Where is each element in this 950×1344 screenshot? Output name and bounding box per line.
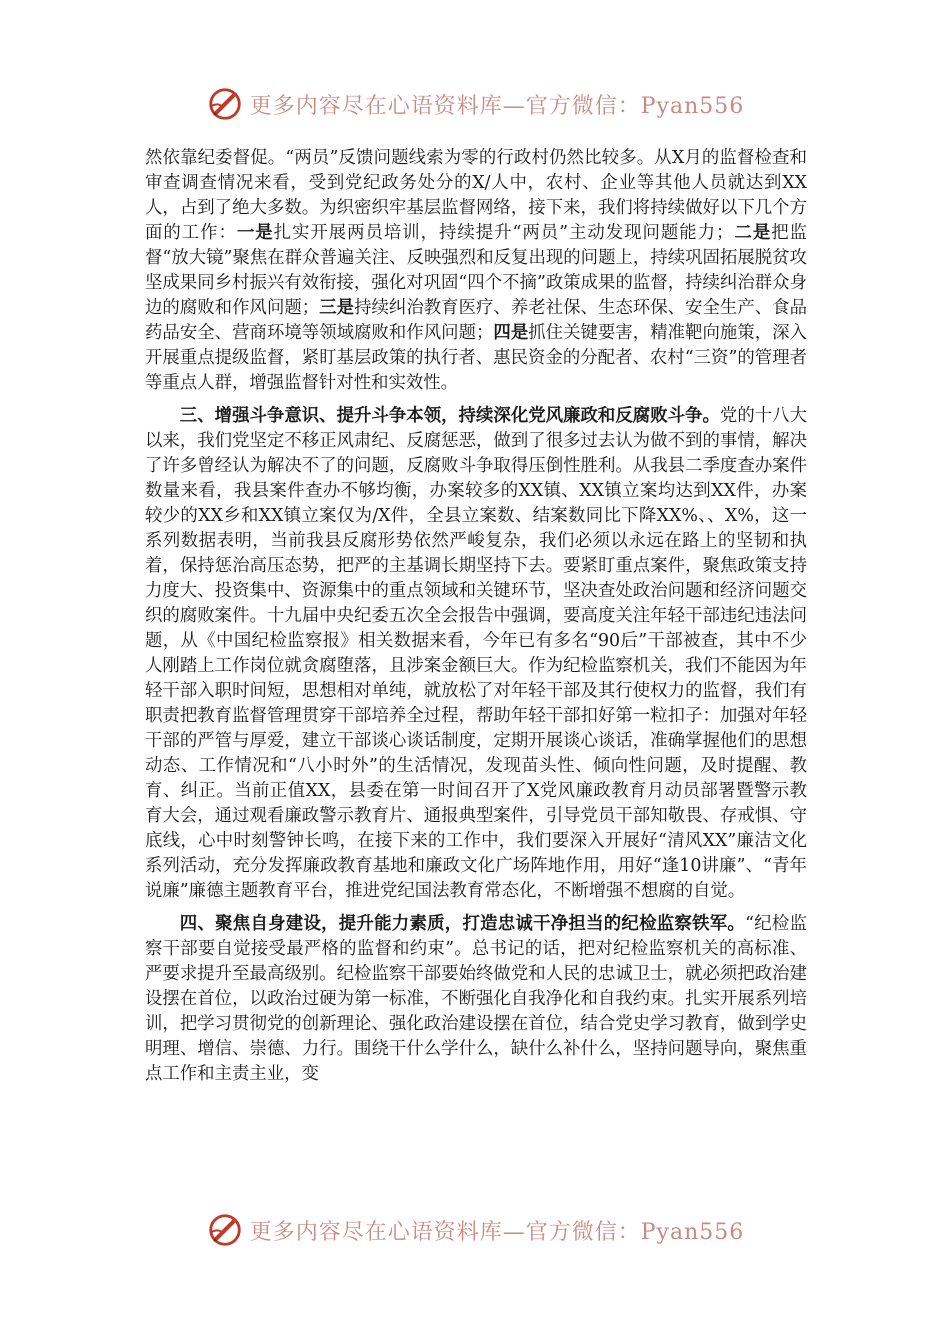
section-heading: 三、增强斗争意识、提升斗争本领，持续深化党风廉政和反腐败斗争。: [179, 406, 720, 426]
paragraph-3: [145, 912, 807, 1087]
paragraph-2: [145, 404, 807, 904]
bold-segment: 三是: [319, 298, 355, 318]
watermark-banner-bottom: [0, 1210, 950, 1250]
bold-segment: 一是: [236, 223, 274, 243]
document-body: [145, 146, 807, 1087]
watermark-text: 更多内容尽在心语资料库—官方微信：Pyan556: [249, 93, 745, 119]
bold-segment: 四是: [493, 323, 529, 343]
section-heading: 四、聚焦自身建设，提升能力素质，打造忠诚干净担当的纪检监察铁军。: [179, 914, 746, 934]
pen-scroll-logo-icon: [206, 85, 244, 123]
watermark-text: 更多内容尽在心语资料库—官方微信：Pyan556: [249, 1219, 745, 1245]
text-segment: 持续纠治教育医疗、养老社保、生态环保、安全生产、食品药品安全、营商环境等领域腐败和作风问题；: [145, 298, 807, 343]
watermark-banner-top: [0, 84, 950, 124]
bold-segment: 二是: [733, 223, 772, 243]
text-segment: “纪检监察干部要自觉接受最严格的监督和约束”。总书记的话，把对纪检监察机关的高标准、严要求提升至最高级别。纪检监察干部要始终做党和人民的忠诚卫士，就必须把政治建设摆在首位，以政治过硬为第一标准，不断强化自我净化和自我约束。扎实开展系列培训，把学习贯彻党的创新理论、强化政治建设摆在首位，结合党史学习教育，做到学史明理、增信、崇德、力行。围绕干什么学什么，缺什么补什么，坚持问题导向，聚焦重点工作和主责主业，变: [145, 914, 807, 1084]
text-segment: 然依靠纪委督促。“两员”反馈问题线索为零的行政村仍然比较多。从X月的监督检查和审查调查情况来看，受到党纪政务处分的X/人中，农村、企业等其他人员就达到XX人，占到了绝大多数。为织密织牢基层监督网络，接下来，我们将持续做好以下几个方面的工作：: [145, 148, 807, 243]
text-segment: 抓住关键要害，精准靶向施策，深入开展重点提级监督，紧盯基层政策的执行者、惠民资金的分配者、农村“三资”的管理者等重点人群，增强监督针对性和实效性。: [145, 323, 807, 393]
pen-scroll-logo-icon: [206, 1211, 244, 1249]
paragraph-1: [145, 146, 807, 396]
text-segment: 党的十八大以来，我们党坚定不移正风肃纪、反腐惩恶，做到了很多过去认为做不到的事情，解决了许多曾经认为解决不了的问题，反腐败斗争取得压倒性胜利。从我县二季度查办案件数量来看，我县案件查办不够均衡，办案较多的XX镇、XX镇立案均达到XX件，办案较少的XX乡和XX镇立案仅为/X件，全县立案数、结案数同比下降XX%、、X%，这一系列数据表明，当前我县反腐形势依然严峻复杂，我们必须以永远在路上的坚韧和执着，保持惩治高压态势，把严的主基调长期坚持下去。要紧盯重点案件，聚焦政策支持力度大、投资集中、资源集中的重点领域和关键环节，坚决查处政治问题和经济问题交织的腐败案件。十九届中央纪委五次全会报告中强调，要高度关注年轻干部违纪违法问题，从《中国纪检监察报》相关数据来看，今年已有多名“90后”干部被查，其中不少人刚踏上工作岗位就贪腐堕落，且涉案金额巨大。作为纪检监察机关，我们不能因为年轻干部入职时间短，思想相对单纯，就放松了对年轻干部及其行使权力的监督，我们有职责把教育监督管理贯穿干部培养全过程，帮助年轻干部扣好第一粒扣子：加强对年轻干部的严管与厚爱，建立干部谈心谈话制度，定期开展谈心谈话，准确掌握他们的思想动态、工作情况和“八小时外”的生活情况，发现苗头性、倾向性问题，及时提醒、教育、纠正。当前正值XX，县委在第一时间召开了X党风廉政教育月动员部署暨警示教育大会，通过观看廉政警示教育片、通报典型案件，引导党员干部知敬畏、存戒惧、守底线，心中时刻警钟长鸣，在接下来的工作中，我们要深入开展好“清风XX”廉洁文化系列活动，充分发挥廉政教育基地和廉政文化广场阵地作用，用好“逢10讲廉”、“青年说廉”廉德主题教育平台，推进党纪国法教育常态化，不断增强不想腐的自觉。: [145, 406, 807, 901]
text-segment: 扎实开展两员培训，持续提升“两员”主动发现问题能力；: [273, 223, 734, 243]
text-segment: 把监督“放大镜”聚焦在群众普遍关注、反映强烈和反复出现的问题上，持续巩固拓展脱贫攻坚成果同乡村振兴有效衔接，强化对巩固“四个不摘”政策成果的监督，持续纠治群众身边的腐败和作风问题；: [145, 223, 807, 318]
